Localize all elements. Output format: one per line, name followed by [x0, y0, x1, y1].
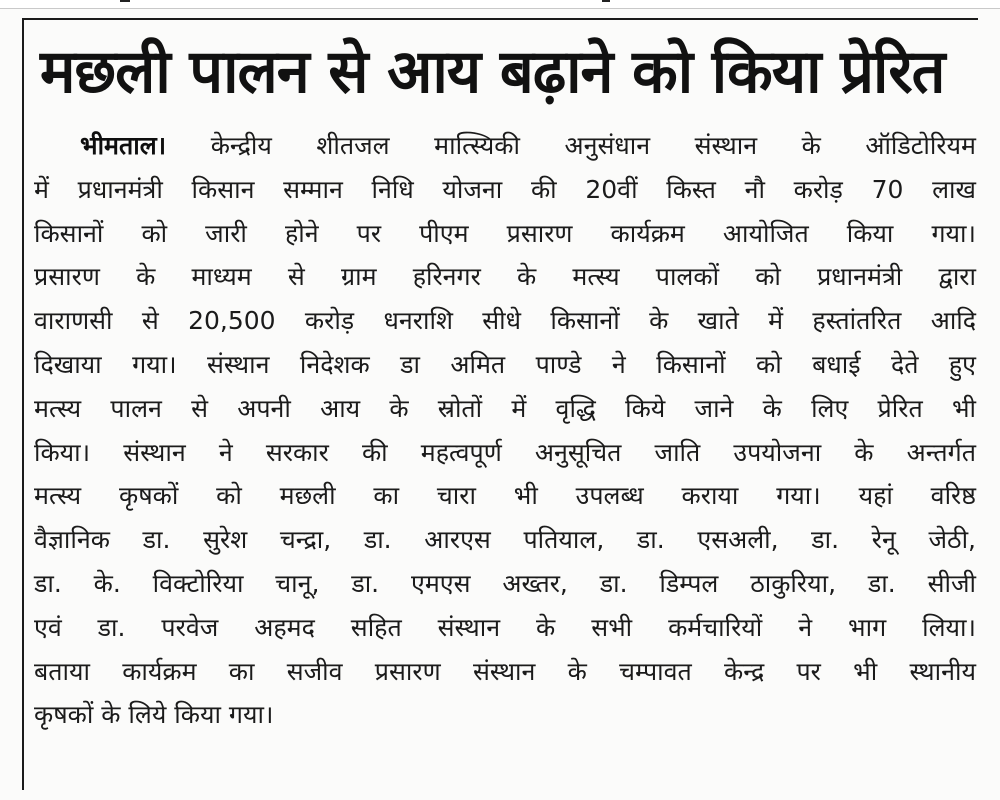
- body-line: दिखाया गया। संस्थान निदेशक डा अमित पाण्डे ने किसानों को बधाई देते हुए: [34, 349, 976, 379]
- body-line: वैज्ञानिक डा. सुरेश चन्द्रा, डा. आरएस पतियाल, डा. एसअली, डा. रेनू जेठी,: [34, 525, 976, 555]
- article-body: [34, 124, 976, 737]
- body-line-text: केन्द्रीय शीतजल मात्स्यिकी अनुसंधान संस्थान के ऑडिटोरियम: [210, 131, 976, 160]
- body-line: मत्स्य पालन से अपनी आय के स्रोतों में वृद्धि किये जाने के लिए प्रेरित भी: [34, 393, 976, 423]
- article-headline: मछली पालन से आय बढ़ाने को किया प्रेरित: [40, 37, 945, 107]
- body-line: वाराणसी से 20,500 करोड़ धनराशि सीधे किसानों के खाते में हस्तांतरित आदि: [34, 306, 976, 336]
- body-line: एवं डा. परवेज अहमद सहित संस्थान के सभी कर्मचारियों ने भाग लिया।: [34, 612, 976, 642]
- cut-text-fragment: [602, 0, 610, 2]
- body-line: किया। संस्थान ने सरकार की महत्वपूर्ण अनुसूचित जाति उपयोजना के अन्तर्गत: [34, 437, 976, 467]
- body-line: किसानों को जारी होने पर पीएम प्रसारण कार्यक्रम आयोजित किया गया।: [34, 218, 976, 248]
- article-dateline: भीमताल।: [80, 131, 167, 160]
- top-cut-edge: [0, 0, 1000, 9]
- body-line: में प्रधानमंत्री किसान सम्मान निधि योजना की 20वीं किस्त नौ करोड़ 70 लाख: [34, 174, 976, 204]
- cut-text-fragment: [120, 0, 130, 2]
- body-line: [34, 124, 976, 168]
- body-line: मत्स्य कृषकों को मछली का चारा भी उपलब्ध कराया गया। यहां वरिष्ठ: [34, 481, 976, 511]
- body-line: डा. के. विक्टोरिया चानू, डा. एमएस अख्तर, डा. डिम्पल ठाकुरिया, डा. सीजी: [34, 568, 976, 598]
- body-line: प्रसारण के माध्यम से ग्राम हरिनगर के मत्स्य पालकों को प्रधानमंत्री द्वारा: [34, 262, 976, 292]
- body-line: कृषकों के लिये किया गया।: [34, 700, 274, 730]
- body-line: बताया कार्यक्रम का सजीव प्रसारण संस्थान के चम्पावत केन्द्र पर भी स्थानीय: [34, 656, 976, 686]
